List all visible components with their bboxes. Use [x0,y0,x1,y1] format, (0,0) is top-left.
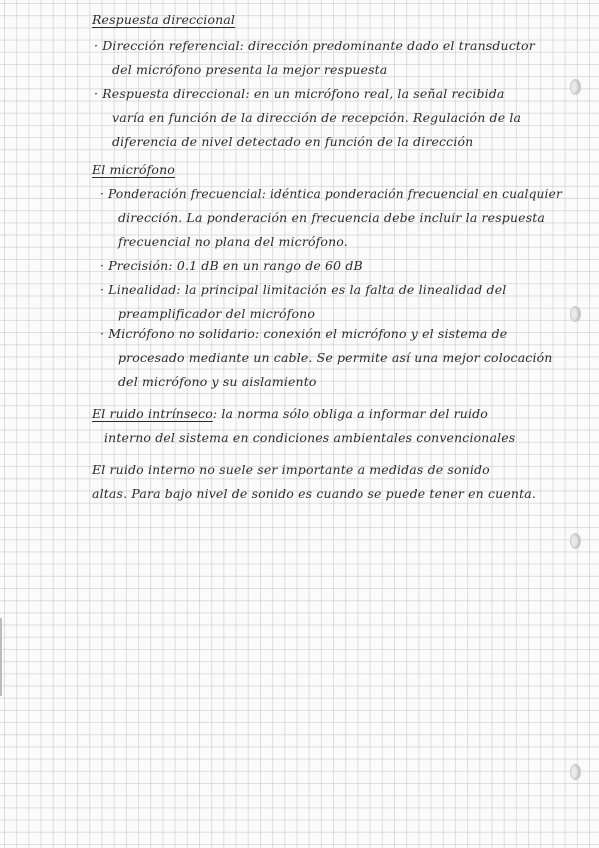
note-line: dirección. La ponderación en frecuencia debe incluir la respuesta [118,210,546,225]
note-line: · Respuesta direccional: en un micrófono real, la señal recibida [94,86,505,101]
note-line: · Precisión: 0.1 dB en un rango de 60 dB [100,258,363,273]
note-line: · Linealidad: la principal limitación es la falta de linealidad del [100,282,507,297]
binder-hole [570,306,581,322]
binder-hole [570,533,581,549]
note-line: varía en función de la dirección de recepción. Regulación de la [112,110,522,125]
heading-respuesta-direccional: Respuesta direccional [92,12,236,27]
binder-hole [570,79,581,95]
note-line: · Dirección referencial: dirección predominante dado el transductor [94,38,535,53]
note-line: altas. Para bajo nivel de sonido es cuando se puede tener en cuenta. [92,486,536,501]
note-line: El ruido interno no suele ser importante a medidas de sonido [92,462,490,477]
note-line: · Ponderación frecuencial: idéntica ponderación frecuencial en cualquier [100,186,562,201]
note-line: preamplificador del micrófono [118,306,316,321]
note-line: procesado mediante un cable. Se permite así una mejor colocación [118,350,553,365]
note-line: diferencia de nivel detectado en función de la dirección [112,134,474,149]
note-line: del micrófono presenta la mejor respuesta [112,62,388,77]
binder-hole [570,764,581,780]
note-line: frecuencial no plana del micrófono. [118,234,348,249]
note-line-ruido [92,406,488,422]
left-margin-mark [0,618,2,696]
note-line: interno del sistema en condiciones ambientales convencionales [104,430,516,445]
heading-ruido-intrinseco: El ruido intrínseco [92,406,213,421]
heading-el-microfono: El micrófono [92,162,175,177]
note-line: del micrófono y su aislamiento [118,374,317,389]
note-line: · Micrófono no solidario: conexión el micrófono y el sistema de [100,326,508,341]
note-text: : la norma sólo obliga a informar del ruido [212,406,488,421]
